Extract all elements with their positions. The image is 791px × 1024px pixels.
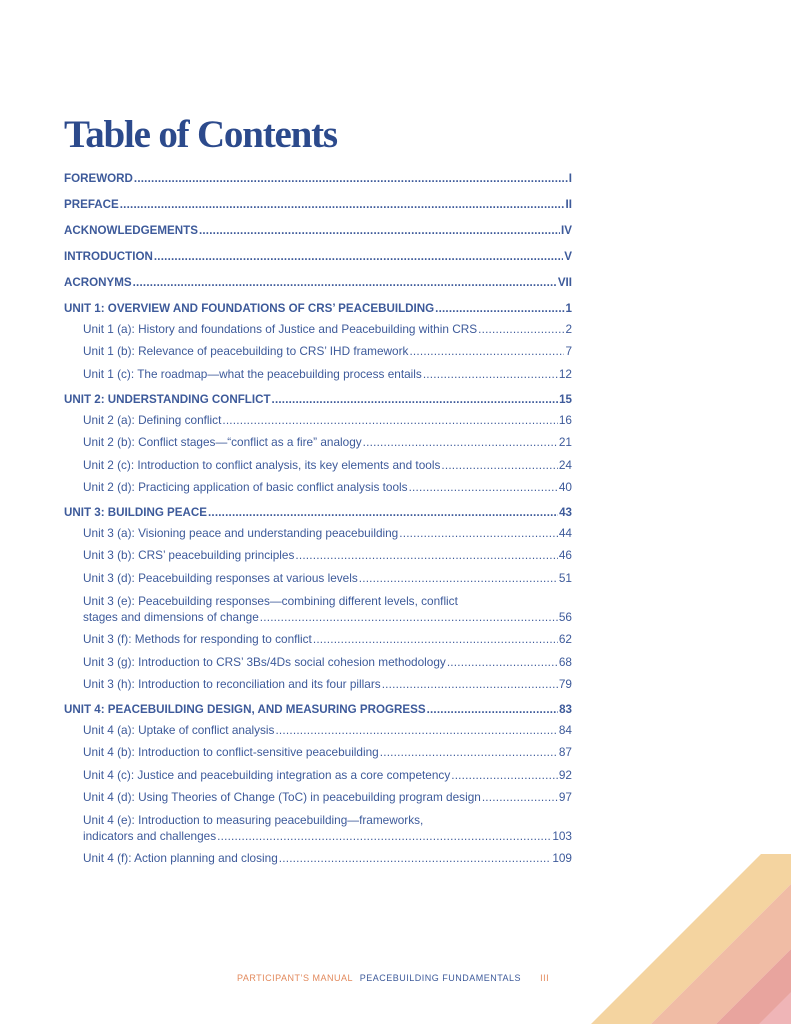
dot-leader bbox=[217, 829, 551, 844]
toc-entry-unit-3a[interactable] bbox=[64, 526, 572, 541]
toc-entry-page: 40 bbox=[558, 479, 572, 494]
toc-entry-page: 24 bbox=[558, 457, 572, 472]
toc-entry-page: 109 bbox=[552, 851, 572, 866]
dot-leader bbox=[279, 851, 552, 866]
toc-unit-page: 83 bbox=[559, 702, 572, 716]
toc-unit-1[interactable] bbox=[64, 301, 572, 316]
toc-entry-label: Unit 3 (h): Introduction to reconciliation and its four pillars bbox=[83, 676, 381, 691]
toc-entry-label: FOREWORD bbox=[64, 172, 133, 185]
toc-entry-label: Unit 3 (b): CRS’ peacebuilding principles bbox=[83, 548, 295, 563]
toc-entry-label: Unit 4 (d): Using Theories of Change (ToC) in peacebuilding program design bbox=[83, 790, 481, 805]
toc-entry-label-continued: stages and dimensions of change bbox=[83, 610, 259, 625]
toc-unit-label: UNIT 1: OVERVIEW AND FOUNDATIONS OF CRS’ PEACEBUILDING bbox=[64, 302, 435, 315]
dot-leader bbox=[133, 275, 557, 290]
toc-unit-3[interactable] bbox=[64, 505, 572, 520]
dot-leader bbox=[363, 435, 558, 450]
footer-section-label: PEACEBUILDING FUNDAMENTALS bbox=[359, 973, 522, 983]
toc-unit-page: 43 bbox=[559, 505, 572, 519]
dot-leader bbox=[423, 367, 558, 382]
toc-entry-label: Unit 3 (a): Visioning peace and understanding peacebuilding bbox=[83, 525, 399, 540]
toc-entry-label: INTRODUCTION bbox=[64, 250, 153, 263]
toc-entry-page: 2 bbox=[565, 322, 572, 336]
toc-entry-page: 56 bbox=[558, 610, 572, 625]
dot-leader bbox=[478, 322, 564, 337]
dot-leader bbox=[399, 526, 558, 541]
toc-entry-unit-1b[interactable] bbox=[64, 344, 572, 359]
toc-entry-unit-3h[interactable] bbox=[64, 677, 572, 692]
toc-unit-label: UNIT 4: PEACEBUILDING DESIGN, AND MEASURING PROGRESS bbox=[64, 702, 426, 716]
toc-unit-2[interactable] bbox=[64, 392, 572, 407]
toc-entry-introduction[interactable] bbox=[64, 249, 572, 264]
dot-leader bbox=[451, 768, 558, 783]
toc-entry-page: V bbox=[564, 250, 572, 263]
toc-entry-label: Unit 4 (c): Justice and peacebuilding integration as a core competency bbox=[83, 767, 451, 782]
dot-leader bbox=[382, 677, 558, 692]
toc-entry-page: IV bbox=[561, 224, 572, 237]
toc-entry-label: Unit 2 (d): Practicing application of basic conflict analysis tools bbox=[83, 479, 408, 494]
toc-entry-label: Unit 4 (e): Introduction to measuring peacebuilding—frameworks, bbox=[83, 813, 424, 828]
toc-entry-unit-4d[interactable] bbox=[64, 790, 572, 805]
dot-leader bbox=[275, 723, 557, 738]
toc-entry-unit-3b[interactable] bbox=[64, 548, 572, 563]
toc-entry-preface[interactable] bbox=[64, 197, 572, 212]
toc-entry-label: Unit 3 (d): Peacebuilding responses at various levels bbox=[83, 570, 358, 585]
toc-entry-page: VII bbox=[557, 276, 572, 289]
toc-entry-label: PREFACE bbox=[64, 198, 119, 211]
toc-unit-label: UNIT 2: UNDERSTANDING CONFLICT bbox=[64, 392, 271, 406]
toc-entry-unit-1c[interactable] bbox=[64, 367, 572, 382]
footer-manual-label: PARTICIPANT’S MANUAL bbox=[237, 973, 353, 983]
toc-entry-acronyms[interactable] bbox=[64, 275, 572, 290]
toc-entry-unit-4c[interactable] bbox=[64, 768, 572, 783]
toc-unit-page: 1 bbox=[565, 302, 572, 315]
toc-entry-page: 51 bbox=[558, 570, 572, 585]
toc-entry-unit-3f[interactable] bbox=[64, 632, 572, 647]
toc-entry-page: 12 bbox=[558, 366, 572, 381]
toc-entry-page: 92 bbox=[558, 767, 572, 782]
dot-leader bbox=[134, 171, 568, 186]
toc-entry-label: Unit 4 (a): Uptake of conflict analysis bbox=[83, 722, 275, 737]
toc-entry-unit-2a[interactable] bbox=[64, 413, 572, 428]
dot-leader bbox=[409, 344, 564, 359]
toc-entry-page: 62 bbox=[558, 632, 572, 647]
toc-unit-page: 15 bbox=[559, 392, 572, 406]
toc-entry-unit-2d[interactable] bbox=[64, 480, 572, 495]
toc-entry-label: Unit 2 (a): Defining conflict bbox=[83, 412, 222, 427]
toc-entry-page: 44 bbox=[558, 525, 572, 540]
toc-entry-unit-4f[interactable] bbox=[64, 851, 572, 866]
footer-page-number: III bbox=[540, 973, 550, 983]
toc-entry-label: Unit 4 (f): Action planning and closing bbox=[83, 851, 278, 866]
corner-decoration bbox=[591, 854, 791, 1024]
dot-leader bbox=[435, 301, 564, 316]
toc-entry-acknowledgements[interactable] bbox=[64, 223, 572, 238]
toc-entry-label: Unit 1 (a): History and foundations of Justice and Peacebuilding within CRS bbox=[83, 322, 478, 336]
dot-leader bbox=[295, 548, 558, 563]
toc-entry-label: Unit 1 (b): Relevance of peacebuilding to CRS’ IHD framework bbox=[83, 344, 409, 359]
toc-entry-foreword[interactable] bbox=[64, 171, 572, 186]
toc-entry-page: 87 bbox=[558, 745, 572, 760]
table-of-contents bbox=[64, 171, 572, 874]
toc-entry-label: Unit 2 (c): Introduction to conflict analysis, its key elements and tools bbox=[83, 457, 441, 472]
dot-leader bbox=[222, 413, 558, 428]
toc-entry-page: 68 bbox=[558, 654, 572, 669]
toc-unit-4[interactable] bbox=[64, 702, 572, 717]
page-footer bbox=[237, 973, 549, 983]
toc-entry-unit-3g[interactable] bbox=[64, 655, 572, 670]
dot-leader bbox=[272, 392, 559, 407]
dot-leader bbox=[120, 197, 565, 212]
toc-entry-unit-3e[interactable] bbox=[64, 593, 572, 625]
toc-entry-page: 103 bbox=[552, 829, 572, 844]
toc-entry-label: Unit 1 (c): The roadmap—what the peacebuilding process entails bbox=[83, 366, 422, 381]
toc-entry-label: Unit 3 (e): Peacebuilding responses—combining different levels, conflict bbox=[83, 594, 458, 609]
toc-entry-page: 46 bbox=[558, 548, 572, 563]
toc-entry-unit-4b[interactable] bbox=[64, 745, 572, 760]
toc-entry-page: II bbox=[565, 198, 572, 211]
dot-leader bbox=[427, 702, 559, 717]
dot-leader bbox=[199, 223, 560, 238]
toc-entry-page: 97 bbox=[558, 790, 572, 805]
toc-entry-label: Unit 4 (b): Introduction to conflict-sensitive peacebuilding bbox=[83, 745, 379, 760]
toc-entry-label: Unit 3 (f): Methods for responding to conflict bbox=[83, 632, 312, 647]
page-title: Table of Contents bbox=[64, 113, 337, 156]
dot-leader bbox=[409, 480, 558, 495]
dot-leader bbox=[313, 632, 558, 647]
dot-leader bbox=[447, 655, 558, 670]
toc-entry-page: I bbox=[568, 172, 572, 185]
toc-entry-label: Unit 3 (g): Introduction to CRS’ 3Bs/4Ds social cohesion methodology bbox=[83, 654, 446, 669]
toc-unit-label: UNIT 3: BUILDING PEACE bbox=[64, 505, 207, 519]
toc-entry-page: 21 bbox=[558, 435, 572, 450]
toc-entry-page: 84 bbox=[558, 722, 572, 737]
toc-entry-unit-3d[interactable] bbox=[64, 571, 572, 586]
toc-entry-label-continued: indicators and challenges bbox=[83, 829, 217, 844]
toc-entry-label: Unit 2 (b): Conflict stages—“conflict as a fire” analogy bbox=[83, 435, 362, 450]
toc-entry-unit-4a[interactable] bbox=[64, 723, 572, 738]
toc-entry-unit-2b[interactable] bbox=[64, 435, 572, 450]
toc-entry-page: 79 bbox=[558, 676, 572, 691]
dot-leader bbox=[208, 505, 558, 520]
dot-leader bbox=[260, 610, 558, 625]
toc-entry-label: ACKNOWLEDGEMENTS bbox=[64, 224, 198, 237]
toc-entry-page: 7 bbox=[565, 344, 572, 359]
toc-entry-unit-1a[interactable] bbox=[64, 322, 572, 337]
toc-entry-label: ACRONYMS bbox=[64, 276, 132, 289]
dot-leader bbox=[482, 790, 558, 805]
dot-leader bbox=[359, 571, 558, 586]
dot-leader bbox=[441, 458, 558, 473]
toc-entry-page: 16 bbox=[558, 412, 572, 427]
toc-entry-unit-4e[interactable] bbox=[64, 812, 572, 844]
toc-entry-unit-2c[interactable] bbox=[64, 458, 572, 473]
dot-leader bbox=[154, 249, 563, 264]
dot-leader bbox=[380, 745, 558, 760]
